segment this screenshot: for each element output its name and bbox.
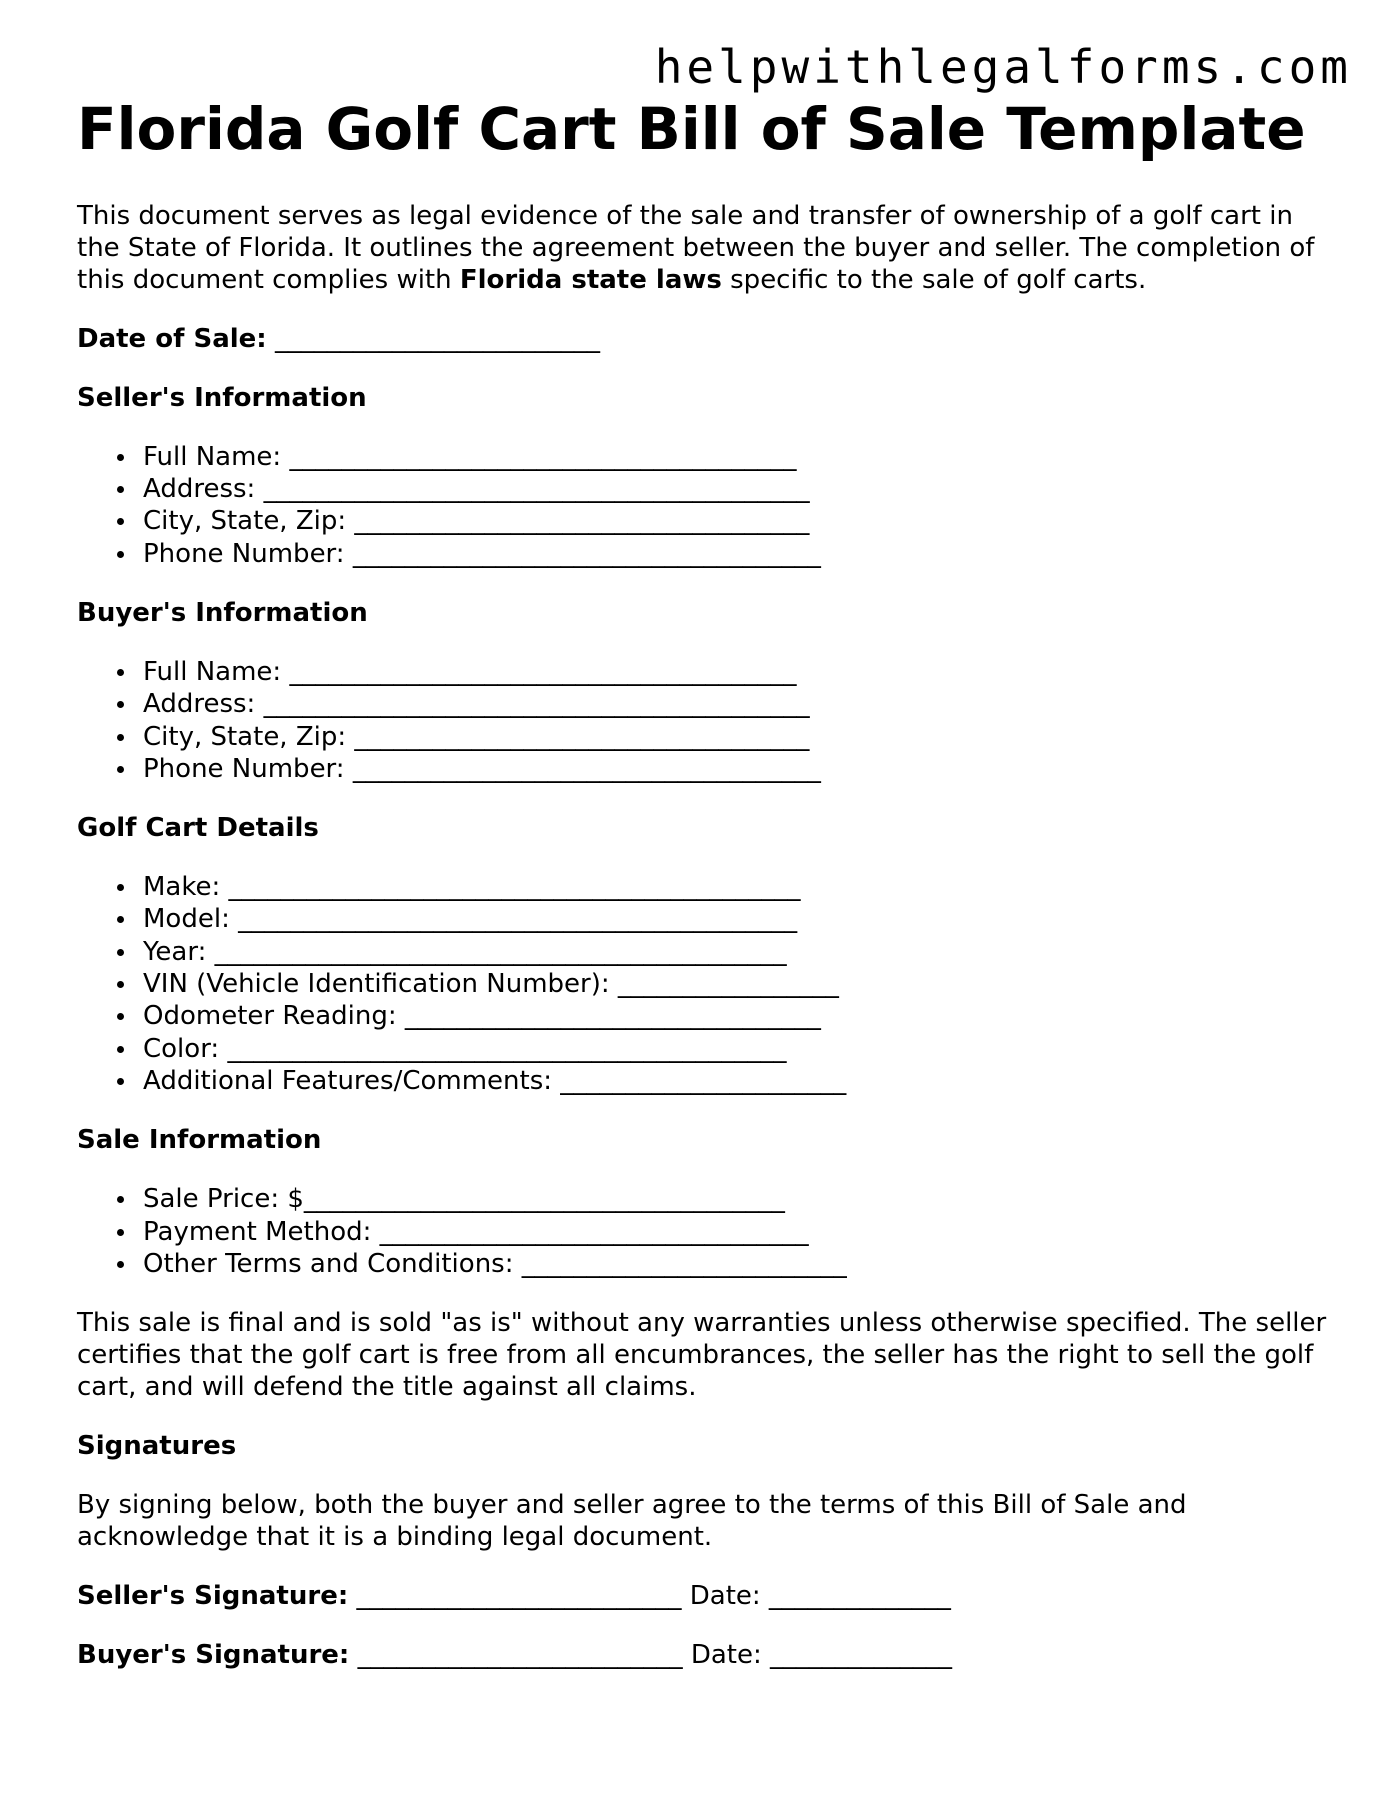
seller-signature-blank[interactable]: _________________________ xyxy=(348,1581,682,1612)
golf-cart-details-list xyxy=(77,871,1347,1097)
color-field[interactable]: Color: ___________________________________________ xyxy=(143,1033,1347,1065)
page-title: Florida Golf Cart Bill of Sale Template xyxy=(77,95,1306,163)
seller-phone-field[interactable]: Phone Number: ____________________________________ xyxy=(143,538,1347,570)
make-field[interactable]: Make: ____________________________________________ xyxy=(143,871,1347,903)
seller-signature-date[interactable]: Date: ______________ xyxy=(681,1581,951,1612)
signatures-heading: Signatures xyxy=(77,1431,237,1462)
golf-cart-details-heading: Golf Cart Details xyxy=(77,813,319,844)
buyer-phone-field[interactable]: Phone Number: ____________________________________ xyxy=(143,753,1347,785)
document-page xyxy=(77,40,1347,1671)
date-of-sale-blank[interactable]: _________________________ xyxy=(274,323,600,354)
odometer-field[interactable]: Odometer Reading: ________________________________ xyxy=(143,1000,1347,1032)
sale-info-list xyxy=(77,1183,1347,1280)
vin-field[interactable]: VIN (Vehicle Identification Number): _________________ xyxy=(143,968,1347,1000)
buyer-full-name-field[interactable]: Full Name: _______________________________________ xyxy=(143,656,1347,688)
seller-info-heading: Seller's Information xyxy=(77,382,367,413)
intro-text-end: specific to the sale of golf carts. xyxy=(721,264,1147,295)
additional-features-field[interactable]: Additional Features/Comments: ______________________ xyxy=(143,1065,1347,1097)
buyer-signature-blank[interactable]: _________________________ xyxy=(349,1640,683,1671)
date-of-sale-field[interactable] xyxy=(77,323,1347,355)
seller-info-list xyxy=(77,441,1347,570)
buyer-address-field[interactable]: Address: __________________________________________ xyxy=(143,688,1347,720)
date-of-sale-label: Date of Sale: xyxy=(77,323,267,354)
other-terms-field[interactable]: Other Terms and Conditions: _________________________ xyxy=(143,1248,1347,1280)
buyer-signature-row[interactable] xyxy=(77,1639,1347,1671)
seller-signature-label: Seller's Signature: xyxy=(77,1581,349,1612)
buyer-city-state-zip-field[interactable]: City, State, Zip: ___________________________________ xyxy=(143,721,1347,753)
signatures-paragraph: By signing below, both the buyer and seller agree to the terms of this Bill of Sale and acknowledge that it is a binding legal document. xyxy=(77,1490,1187,1553)
intro-bold-text: Florida state laws xyxy=(459,264,722,295)
model-field[interactable]: Model: ___________________________________________ xyxy=(143,903,1347,935)
buyer-info-heading: Buyer's Information xyxy=(77,597,368,628)
seller-city-state-zip-field[interactable]: City, State, Zip: ___________________________________ xyxy=(143,505,1347,537)
site-watermark: helpwithlegalforms.com xyxy=(654,40,1352,94)
intro-text-start: This document serves as legal evidence of the sale and transfer of ownership of a golf cart in the State of Florida. It outlines the agreement between the buyer and seller. The completion of this document complies with xyxy=(77,200,1315,295)
seller-full-name-field[interactable]: Full Name: _______________________________________ xyxy=(143,441,1347,473)
as-is-paragraph: This sale is final and is sold "as is" without any warranties unless otherwise specified. The seller certifies that the golf cart is free from all encumbrances, the seller has the right to sell the golf cart, and will defend the title against all claims. xyxy=(77,1308,1327,1403)
seller-address-field[interactable]: Address: __________________________________________ xyxy=(143,473,1347,505)
buyer-signature-date[interactable]: Date: ______________ xyxy=(682,1640,953,1671)
year-field[interactable]: Year: ____________________________________________ xyxy=(143,936,1347,968)
buyer-info-list xyxy=(77,656,1347,785)
sale-info-heading: Sale Information xyxy=(77,1125,322,1156)
seller-signature-row[interactable] xyxy=(77,1580,1347,1612)
buyer-signature-label: Buyer's Signature: xyxy=(77,1640,350,1671)
sale-price-field[interactable]: Sale Price: $_____________________________________ xyxy=(143,1183,1347,1215)
payment-method-field[interactable]: Payment Method: _________________________________ xyxy=(143,1216,1347,1248)
intro-paragraph xyxy=(77,200,1327,296)
